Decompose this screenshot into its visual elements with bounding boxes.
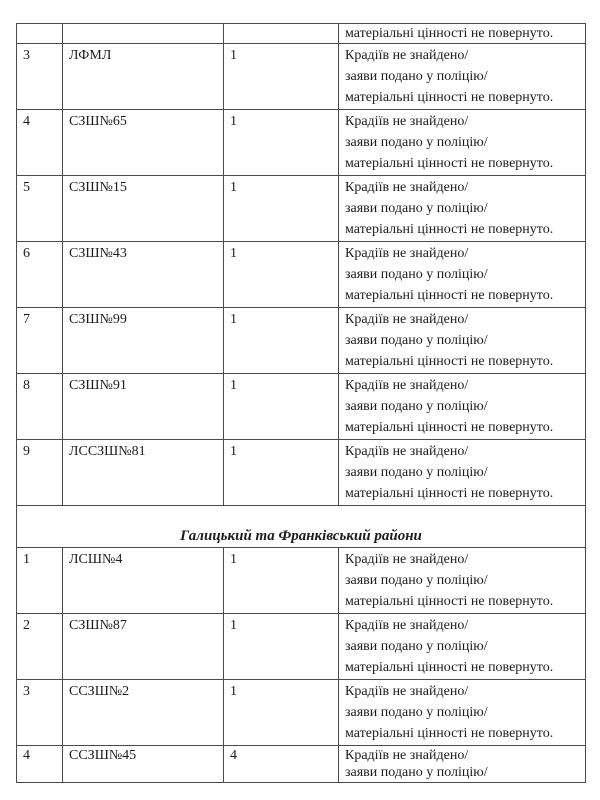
status-line: матеріальні цінності не повернуто.	[345, 26, 554, 41]
status-line: Крадіїв не знайдено/	[345, 48, 469, 63]
status-line: заяви подано у поліцію/	[345, 639, 488, 654]
row-number-cell: 8	[17, 374, 63, 440]
status-line: заяви подано у поліцію/	[345, 765, 488, 780]
status-line: заяви подано у поліцію/	[345, 267, 488, 282]
status-line: матеріальні цінності не повернуто.	[345, 726, 554, 741]
incident-count-cell: 1	[224, 548, 339, 614]
incident-count-cell: 1	[224, 374, 339, 440]
table-row	[17, 176, 586, 242]
status-line: заяви подано у поліцію/	[345, 69, 488, 84]
status-line: заяви подано у поліцію/	[345, 705, 488, 720]
incident-count-cell: 4	[224, 746, 339, 783]
status-line: заяви подано у поліцію/	[345, 333, 488, 348]
status-cell	[339, 44, 586, 110]
status-cell	[339, 746, 586, 783]
table-body	[17, 24, 586, 783]
status-line: матеріальні цінності не повернуто.	[345, 90, 554, 105]
status-line: заяви подано у поліцію/	[345, 201, 488, 216]
table-row	[17, 440, 586, 506]
report-table	[16, 23, 586, 783]
table-row	[17, 680, 586, 746]
status-cell	[339, 24, 586, 44]
incident-count-cell: 1	[224, 110, 339, 176]
status-line: матеріальні цінності не повернуто.	[345, 594, 554, 609]
status-line: Крадіїв не знайдено/	[345, 618, 469, 633]
status-line: Крадіїв не знайдено/	[345, 246, 469, 261]
table-row	[17, 110, 586, 176]
status-line: Крадіїв не знайдено/	[345, 378, 469, 393]
table-row	[17, 548, 586, 614]
incident-count-cell: 1	[224, 308, 339, 374]
status-line: заяви подано у поліцію/	[345, 399, 488, 414]
status-line: матеріальні цінності не повернуто.	[345, 156, 554, 171]
table-row	[17, 746, 586, 783]
status-cell	[339, 548, 586, 614]
status-line: матеріальні цінності не повернуто.	[345, 354, 554, 369]
school-name-cell: ЛФМЛ	[63, 44, 224, 110]
incident-count-cell: 1	[224, 440, 339, 506]
status-line: матеріальні цінності не повернуто.	[345, 486, 554, 501]
incident-count-cell: 1	[224, 44, 339, 110]
school-name-cell: ЛССЗШ№81	[63, 440, 224, 506]
status-line: матеріальні цінності не повернуто.	[345, 660, 554, 675]
row-number-cell: 7	[17, 308, 63, 374]
status-line: Крадіїв не знайдено/	[345, 180, 469, 195]
row-number-cell: 6	[17, 242, 63, 308]
row-number-cell: 9	[17, 440, 63, 506]
table-row	[17, 614, 586, 680]
status-cell	[339, 680, 586, 746]
status-line: заяви подано у поліцію/	[345, 135, 488, 150]
school-name-cell: ЛСШ№4	[63, 548, 224, 614]
table-row	[17, 374, 586, 440]
incident-count-cell: 1	[224, 680, 339, 746]
school-name-cell: СЗШ№43	[63, 242, 224, 308]
table-row	[17, 24, 586, 44]
school-name-cell: СЗШ№87	[63, 614, 224, 680]
status-cell	[339, 242, 586, 308]
status-cell	[339, 308, 586, 374]
row-number-cell: 4	[17, 746, 63, 783]
status-cell	[339, 374, 586, 440]
status-line: Крадіїв не знайдено/	[345, 444, 469, 459]
status-cell	[339, 110, 586, 176]
status-line: матеріальні цінності не повернуто.	[345, 222, 554, 237]
school-name-cell: ССЗШ№2	[63, 680, 224, 746]
row-number-cell: 2	[17, 614, 63, 680]
row-number-cell	[17, 24, 63, 44]
section-header-row	[17, 506, 586, 548]
document-page	[16, 23, 586, 783]
status-line: заяви подано у поліцію/	[345, 573, 488, 588]
table-row	[17, 242, 586, 308]
row-number-cell: 1	[17, 548, 63, 614]
row-number-cell: 3	[17, 44, 63, 110]
incident-count-cell: 1	[224, 242, 339, 308]
school-name-cell: СЗШ№15	[63, 176, 224, 242]
row-number-cell: 4	[17, 110, 63, 176]
status-line: Крадіїв не знайдено/	[345, 114, 469, 129]
table-row	[17, 308, 586, 374]
status-cell	[339, 614, 586, 680]
school-name-cell: ССЗШ№45	[63, 746, 224, 783]
status-line: матеріальні цінності не повернуто.	[345, 420, 554, 435]
school-name-cell: СЗШ№65	[63, 110, 224, 176]
incident-count-cell	[224, 24, 339, 44]
school-name-cell	[63, 24, 224, 44]
status-line: Крадіїв не знайдено/	[345, 312, 469, 327]
row-number-cell: 5	[17, 176, 63, 242]
row-number-cell: 3	[17, 680, 63, 746]
status-line: матеріальні цінності не повернуто.	[345, 288, 554, 303]
status-line: заяви подано у поліцію/	[345, 465, 488, 480]
incident-count-cell: 1	[224, 614, 339, 680]
incident-count-cell: 1	[224, 176, 339, 242]
section-header-title: Галицький та Франківський райони	[17, 506, 586, 548]
school-name-cell: СЗШ№91	[63, 374, 224, 440]
status-line: Крадіїв не знайдено/	[345, 748, 469, 763]
status-cell	[339, 440, 586, 506]
status-line: Крадіїв не знайдено/	[345, 552, 469, 567]
school-name-cell: СЗШ№99	[63, 308, 224, 374]
table-row	[17, 44, 586, 110]
status-cell	[339, 176, 586, 242]
status-line: Крадіїв не знайдено/	[345, 684, 469, 699]
